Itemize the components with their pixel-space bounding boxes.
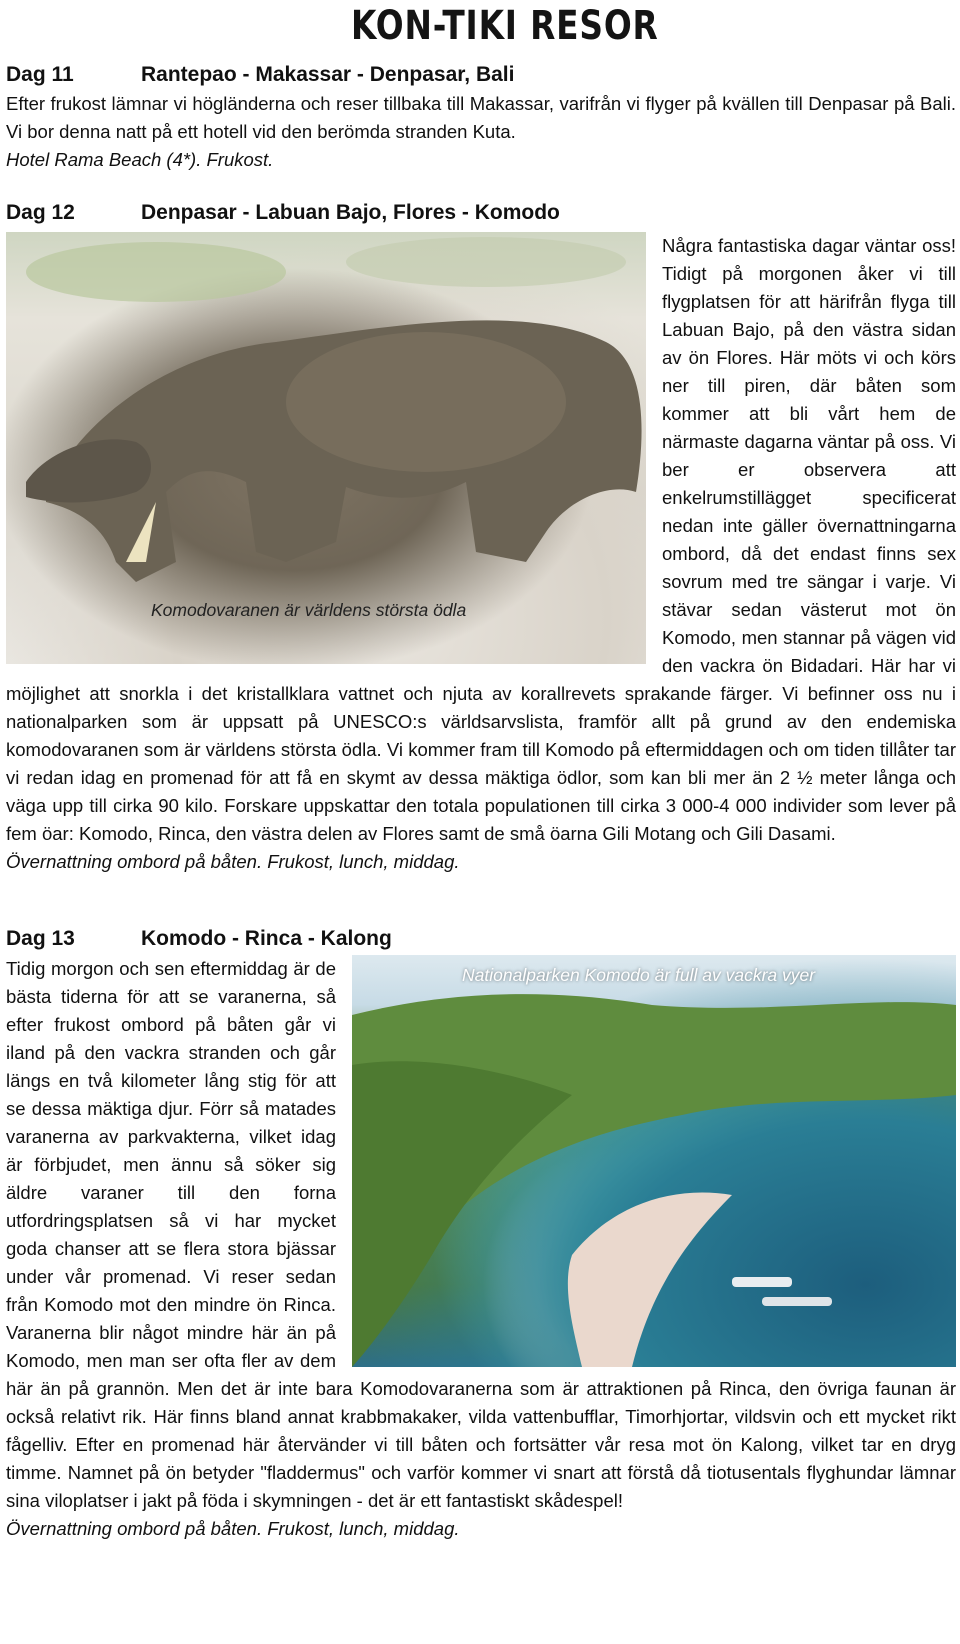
day12-heading [6, 200, 906, 226]
day11-heading [6, 62, 906, 88]
national-park-photo [352, 955, 956, 1367]
komodo-dragon-photo [6, 232, 646, 664]
brand-logo: KON-TIKI RESOR [351, 3, 659, 49]
day11-stay: Hotel Rama Beach (4*). Frukost. [6, 149, 274, 170]
komodo-photo-caption: Komodovaranen är världens största ödla [151, 600, 467, 620]
day12-stay: Övernattning ombord på båten. Frukost, lunch, middag. [6, 851, 460, 872]
day13-label: Dag 13 [6, 927, 75, 950]
day11-route: Rantepao - Makassar - Denpasar, Bali [141, 63, 515, 86]
day13-body [6, 955, 956, 1543]
day13-text: Tidig morgon och sen eftermiddag är de bästa tiderna för att se varanerna, så efter frukost ombord på båten går vi iland på den vackra stranden och går längs en två kilometer lång stig för att se dessa mäktiga djur. Förr så matades varanerna av parkvakterna, vilket idag är förbjudet, men ännu så söker sig äldre varaner till den forna utfordringsplatsen så vi har mycket goda chanser att se flera stora bjässar under vår promenad. Vi reser sedan från Komodo mot den mindre ön Rinca. Varanerna blir något mindre här än på Komodo, men man ser ofta fler av dem här än på grannön. Men det är inte bara Komodovaranerna som är attraktionen på Rinca, den övriga faunan är också relativt rik. Här finns bland annat krabbmakaker, vilda vattenbufflar, Timorhjortar, vildsvin och ett mycket rikt fågelliv. Efter en promenad här återvänder vi till båten och fortsätter vår resa mot ön Kalong, vilket tar en dryg timme. Namnet på ön betyder "fladdermus" och varför kommer vi snart att förstå då tiotusentals flyghundar lämnar sina viloplatser i jakt på föda i skymningen - det är ett fantastiskt skådespel! [6, 958, 956, 1511]
day11-body [6, 90, 956, 174]
day11-text: Efter frukost lämnar vi högländerna och reser tillbaka till Makassar, varifrån vi flyger på kvällen till Denpasar på Bali. Vi bor denna natt på ett hotell vid den berömda stranden Kuta. [6, 93, 956, 142]
day11-label: Dag 11 [6, 63, 74, 86]
day13-stay: Övernattning ombord på båten. Frukost, lunch, middag. [6, 1518, 460, 1539]
day12-body [6, 232, 956, 876]
day12-text: Några fantastiska dagar väntar oss! Tidigt på morgonen åker vi till flygplatsen för att härifrån flyga till Labuan Bajo, på den västra sidan av ön Flores. Här möts vi och körs ner till piren, där båten som kommer att bli vårt hem de närmaste dagarna väntar på oss. Vi ber er observera att enkelrumstillägget specificerat nedan inte gäller övernattningarna ombord, då det endast finns sex sovrum med tre sängar i varje. Vi stävar sedan västerut mot ön Komodo, men stannar på vägen vid den vackra ön Bidadari. Här har vi möjlighet att snorkla i det kristallklara vattnet och njuta av korallrevets sprakande färger. Vi befinner oss nu i nationalparken som är uppsatt på UNESCO:s världsarvslista, framför allt på grund av den endemiska komodovaranen som är världens största ödla. Vi kommer fram till Komodo på eftermiddagen och om tiden tillåter tar vi redan idag en promenad för att få en skymt av dessa mäktiga ödlor, som kan bli mer än 2 ½ meter långa och väga upp till cirka 90 kilo. Forskare uppskattar den totala populationen till cirka 3 000-4 000 individer som lever på fem öar: Komodo, Rinca, den västra delen av Flores samt de små öarna Gili Motang och Gili Dasami. [6, 235, 956, 844]
day12-label: Dag 12 [6, 201, 75, 224]
itinerary-page [6, 0, 954, 1644]
day13-heading [6, 926, 906, 952]
day13-route: Komodo - Rinca - Kalong [141, 927, 392, 950]
day12-route: Denpasar - Labuan Bajo, Flores - Komodo [141, 201, 560, 224]
national-park-photo-caption: Nationalparken Komodo är full av vackra vyer [462, 965, 816, 985]
